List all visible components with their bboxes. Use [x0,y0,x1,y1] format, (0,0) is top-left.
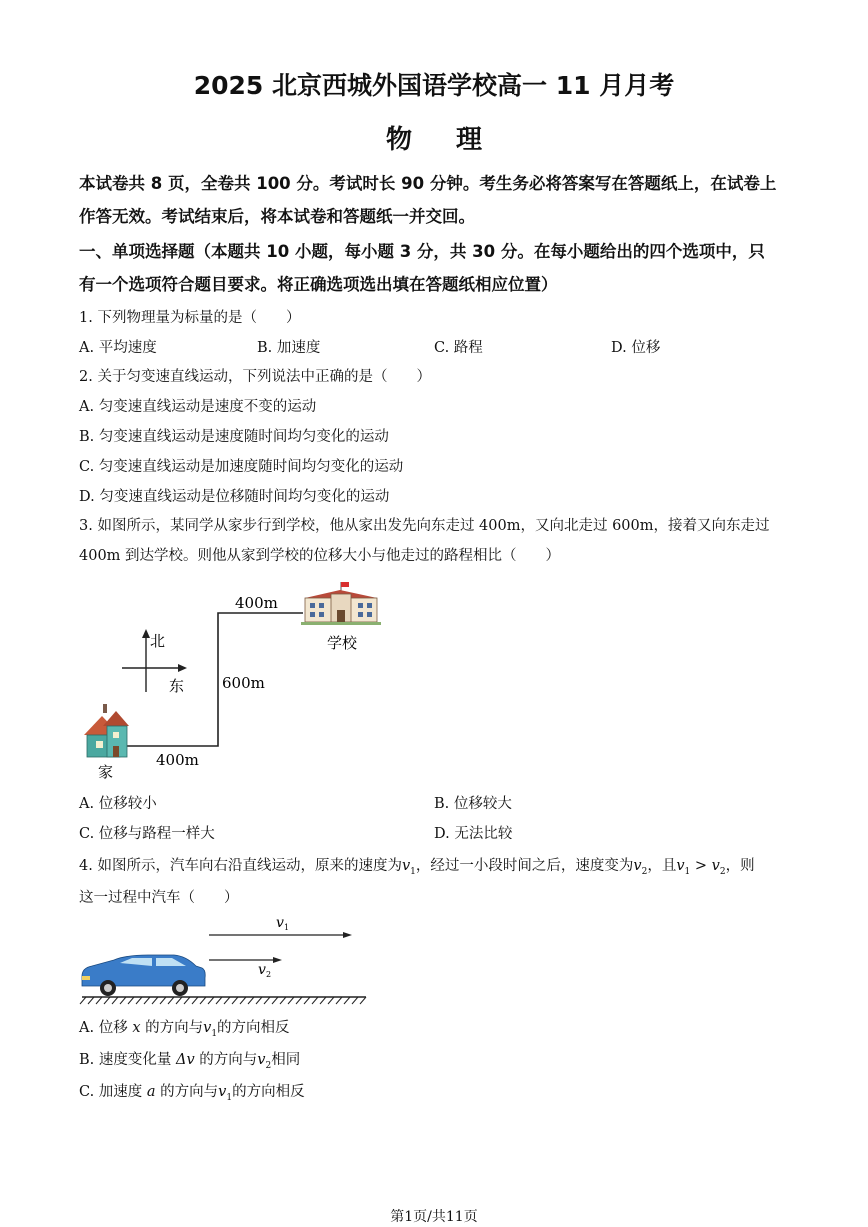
v1-subscript: 1 [410,866,416,877]
compass-east-label: 东 [169,677,185,695]
q4-stem-part-2: ，经过一小段时间之后，速度变为 [415,858,634,874]
intro-line-2: 作答无效。考试结束后，将本试卷和答题纸一并交回。 [79,207,475,226]
delta-v-symbol: Δv [175,1052,195,1068]
v1-arrow-head-icon [343,932,352,938]
q4-option-b-part-1: B. 速度变化量 [79,1052,172,1068]
q4-option-b-v: v [257,1052,266,1068]
q3-option-b: B. 位移较大 [434,796,512,812]
q4-option-c [79,1080,305,1103]
car-icon [82,955,205,996]
q4-option-c-v: v [218,1084,227,1100]
q4-option-c-sub: 1 [226,1092,233,1103]
q4-stem-part-1: 4. 如图所示，汽车向右沿直线运动，原来的速度为 [79,858,402,874]
north-arrow-icon [142,629,150,638]
acceleration-symbol: a [146,1084,156,1100]
home-label: 家 [98,763,114,781]
school-label: 学校 [327,634,358,652]
q4-stem-part-3: ，且 [647,858,677,874]
ground-hatching [80,997,366,1004]
v2-subscript-ineq: 2 [719,866,726,877]
q3-stem-line-1: 3. 如图所示，某同学从家步行到学校，他从家出发先向东走过 400m，又向北走过 600m，接着又向东走过 [79,518,770,534]
q2-option-b: B. 匀变速直线运动是速度随时间均匀变化的运动 [79,429,389,445]
q4-stem-line-2: 这一过程中汽车（ ） [79,890,239,906]
segment-bottom-label: 400m [156,751,199,769]
v2-arrow-subscript: 2 [266,970,272,979]
v2-arrow-label: v [258,962,266,978]
q3-stem-line-2: 400m 到达学校。则他从家到学校的位移大小与他走过的路程相比（ ） [79,548,561,564]
school-icon [301,582,381,625]
q4-option-b-part-3: 相同 [271,1052,301,1068]
q4-option-a-sub: 1 [211,1028,218,1039]
q3-option-c: C. 位移与路程一样大 [79,826,215,842]
q1-option-b: B. 加速度 [257,340,321,356]
greater-than-sign: > [694,858,708,874]
q4-option-a [79,1016,290,1039]
v1-arrow-subscript: 1 [284,923,290,932]
section-heading-2: 有一个选项符合题目要求。将正确选项选出填在答题纸相应位置） [79,275,558,294]
v1-symbol-ineq: v [676,858,685,874]
q3-option-d: D. 无法比较 [434,826,513,842]
q4-option-b [79,1048,300,1071]
segment-middle-label: 600m [222,674,265,692]
q1-option-c: C. 路程 [434,340,483,356]
q4-option-c-part-1: C. 加速度 [79,1084,143,1100]
q4-option-b-part-2: 的方向与 [199,1052,258,1068]
q4-option-a-part-2: 的方向与 [145,1020,204,1036]
compass-north-label: 北 [150,632,166,650]
q3-option-a: A. 位移较小 [79,796,157,812]
q2-option-d: D. 匀变速直线运动是位移随时间均匀变化的运动 [79,489,390,505]
q2-option-c: C. 匀变速直线运动是加速度随时间均匀变化的运动 [79,459,404,475]
displacement-symbol: x [132,1020,141,1036]
q1-option-d: D. 位移 [611,340,661,356]
house-icon [84,704,129,757]
section-heading-1: 一、单项选择题（本题共 10 小题，每小题 3 分，共 30 分。在每小题给出的四个选项中，只 [79,242,765,261]
v1-subscript-ineq: 1 [684,866,691,877]
q4-car-figure [78,908,378,1008]
subject-title: 物理 [385,125,526,155]
q4-stem-part-4: ，则 [725,858,755,874]
page-footer: 第1页/共11页 [390,1209,478,1225]
q3-route-figure [75,580,395,785]
q4-option-b-sub: 2 [265,1060,272,1071]
v2-subscript: 2 [641,866,648,877]
q2-stem: 2. 关于匀变速直线运动，下列说法中正确的是（ ） [79,369,431,385]
v2-arrow-head-icon [273,957,282,963]
segment-top-label: 400m [235,594,278,612]
q4-option-a-part-1: A. 位移 [79,1020,128,1036]
q4-stem-line-1 [79,854,755,877]
q1-option-a: A. 平均速度 [79,340,157,356]
intro-line-1: 本试卷共 8 页，全卷共 100 分。考试时长 90 分钟。考生务必将答案写在答题纸上，在试卷上 [79,174,777,193]
q1-stem: 1. 下列物理量为标量的是（ ） [79,310,301,326]
east-arrow-icon [178,664,187,672]
exam-title: 2025 北京西城外国语学校高一 11 月月考 [193,71,675,100]
q4-option-a-v: v [203,1020,212,1036]
q2-option-a: A. 匀变速直线运动是速度不变的运动 [79,399,317,415]
q4-option-c-part-2: 的方向与 [160,1084,219,1100]
q4-option-c-part-3: 的方向相反 [232,1084,305,1100]
v2-symbol: v [633,858,642,874]
v1-arrow-label: v [276,915,284,931]
q4-option-a-part-3: 的方向相反 [217,1020,290,1036]
v2-symbol-ineq: v [711,858,720,874]
v1-symbol: v [401,858,411,874]
